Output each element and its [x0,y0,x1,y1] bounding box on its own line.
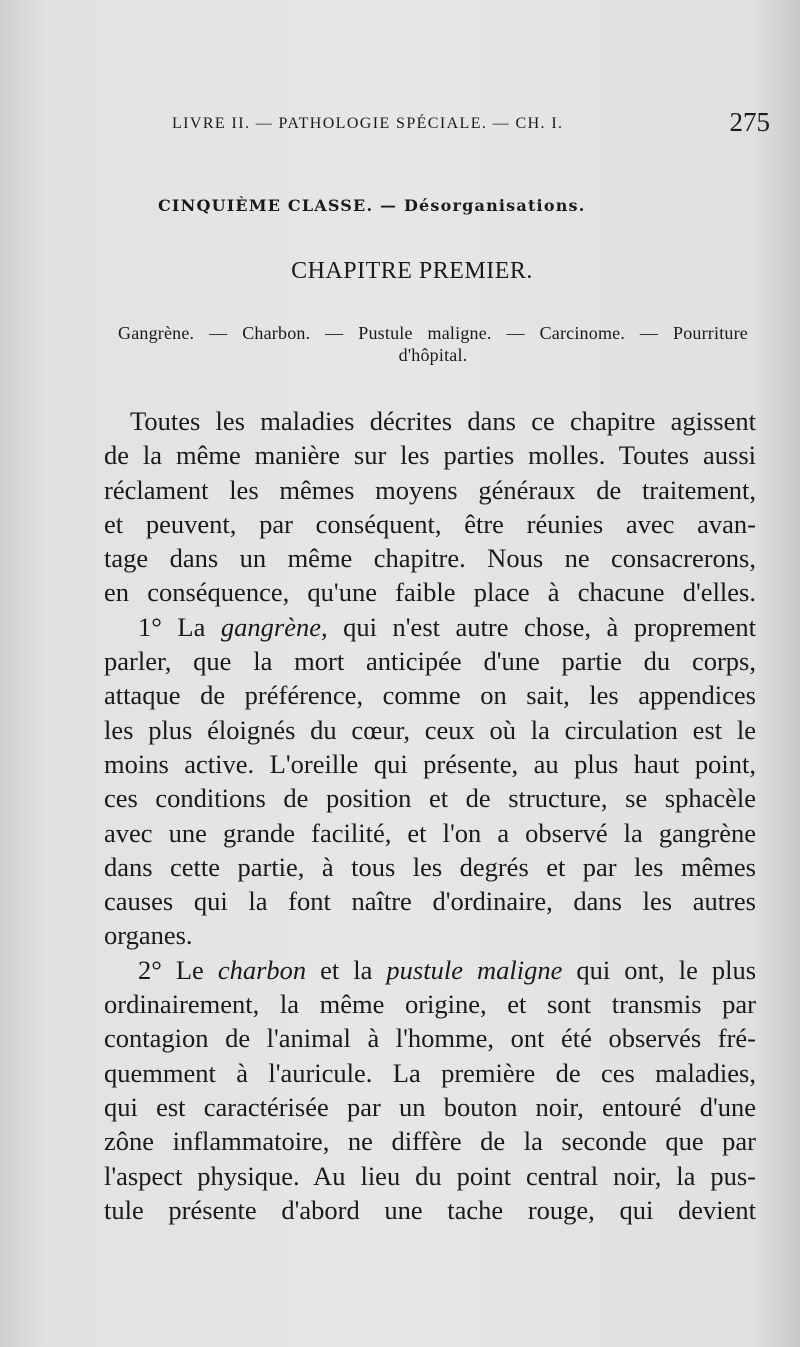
page-number: 275 [729,107,770,137]
text-line: attaque de préférence, comme on sait, les appendices [104,680,756,711]
term-gangrene: gangrène, [220,611,328,642]
paragraph-lead-gangrene [104,610,756,644]
text-line: en conséquence, qu'une faible place à chacune d'elles. [104,577,756,608]
summary-line: d'hôpital. [398,345,468,365]
lead-mid: et la [306,954,387,985]
summary-line: Gangrène. — Charbon. — Pustule maligne. — Carcinome. — Pourriture [118,323,748,343]
text-line: ordinairement, la même origine, et sont transmis par [104,989,756,1020]
text-line: les plus éloignés du cœur, ceux où la circulation est le [104,714,756,745]
lead-text: 2° Le [138,954,218,985]
paragraph-lead-charbon [104,953,756,987]
term-pustule-maligne: pustule maligne [386,954,563,985]
text-line: tage dans un même chapitre. Nous ne consacrerons, [104,543,756,574]
text-line: l'aspect physique. Au lieu du point central noir, la pus- [104,1160,756,1191]
class-title: CINQUIÈME CLASSE. — Désorganisations. [158,196,586,215]
running-head [172,105,770,139]
text-line: de la même manière sur les parties molles. Toutes aussi [104,440,756,471]
text-line: tule présente d'abord une tache rouge, qui devient [104,1194,756,1225]
text-line: dans cette partie, à tous les degrés et par les mêmes [104,851,756,882]
lead-rest: qui n'est autre chose, à proprement [327,611,756,642]
text-line: moins active. L'oreille qui présente, au plus haut point, [104,748,756,779]
lead-text: 1° La [138,611,221,642]
text-line: contagion de l'animal à l'homme, ont été observés fré- [104,1023,756,1054]
text-line: parler, que la mort anticipée d'une partie du corps, [104,646,756,677]
text-line: ces conditions de position et de structure, se sphacèle [104,783,756,814]
text-line: avec une grande facilité, et l'on a observé la gangrène [104,817,756,848]
text-line: Toutes les maladies décrites dans ce chapitre agissent [130,406,756,436]
text-line: quemment à l'auricule. La première de ces maladies, [104,1057,756,1088]
running-title: LIVRE II. — PATHOLOGIE SPÉCIALE. — CH. I. [172,115,564,132]
text-line: causes qui la font naître d'ordinaire, dans les autres [104,886,756,917]
body-text [104,404,756,1227]
text-line: et peuvent, par conséquent, être réunies avec avan- [104,508,756,539]
lead-rest: qui ont, le plus [562,954,757,985]
text-line: organes. [104,920,193,951]
text-line: réclament les mêmes moyens généraux de traitement, [104,474,756,505]
chapter-title: CHAPITRE PREMIER. [291,258,533,284]
chapter-summary [118,322,748,366]
term-charbon: charbon [217,954,307,985]
text-line: qui est caractérisée par un bouton noir, entouré d'une [104,1091,756,1122]
text-line: zône inflammatoire, ne diffère de la seconde que par [104,1126,756,1157]
